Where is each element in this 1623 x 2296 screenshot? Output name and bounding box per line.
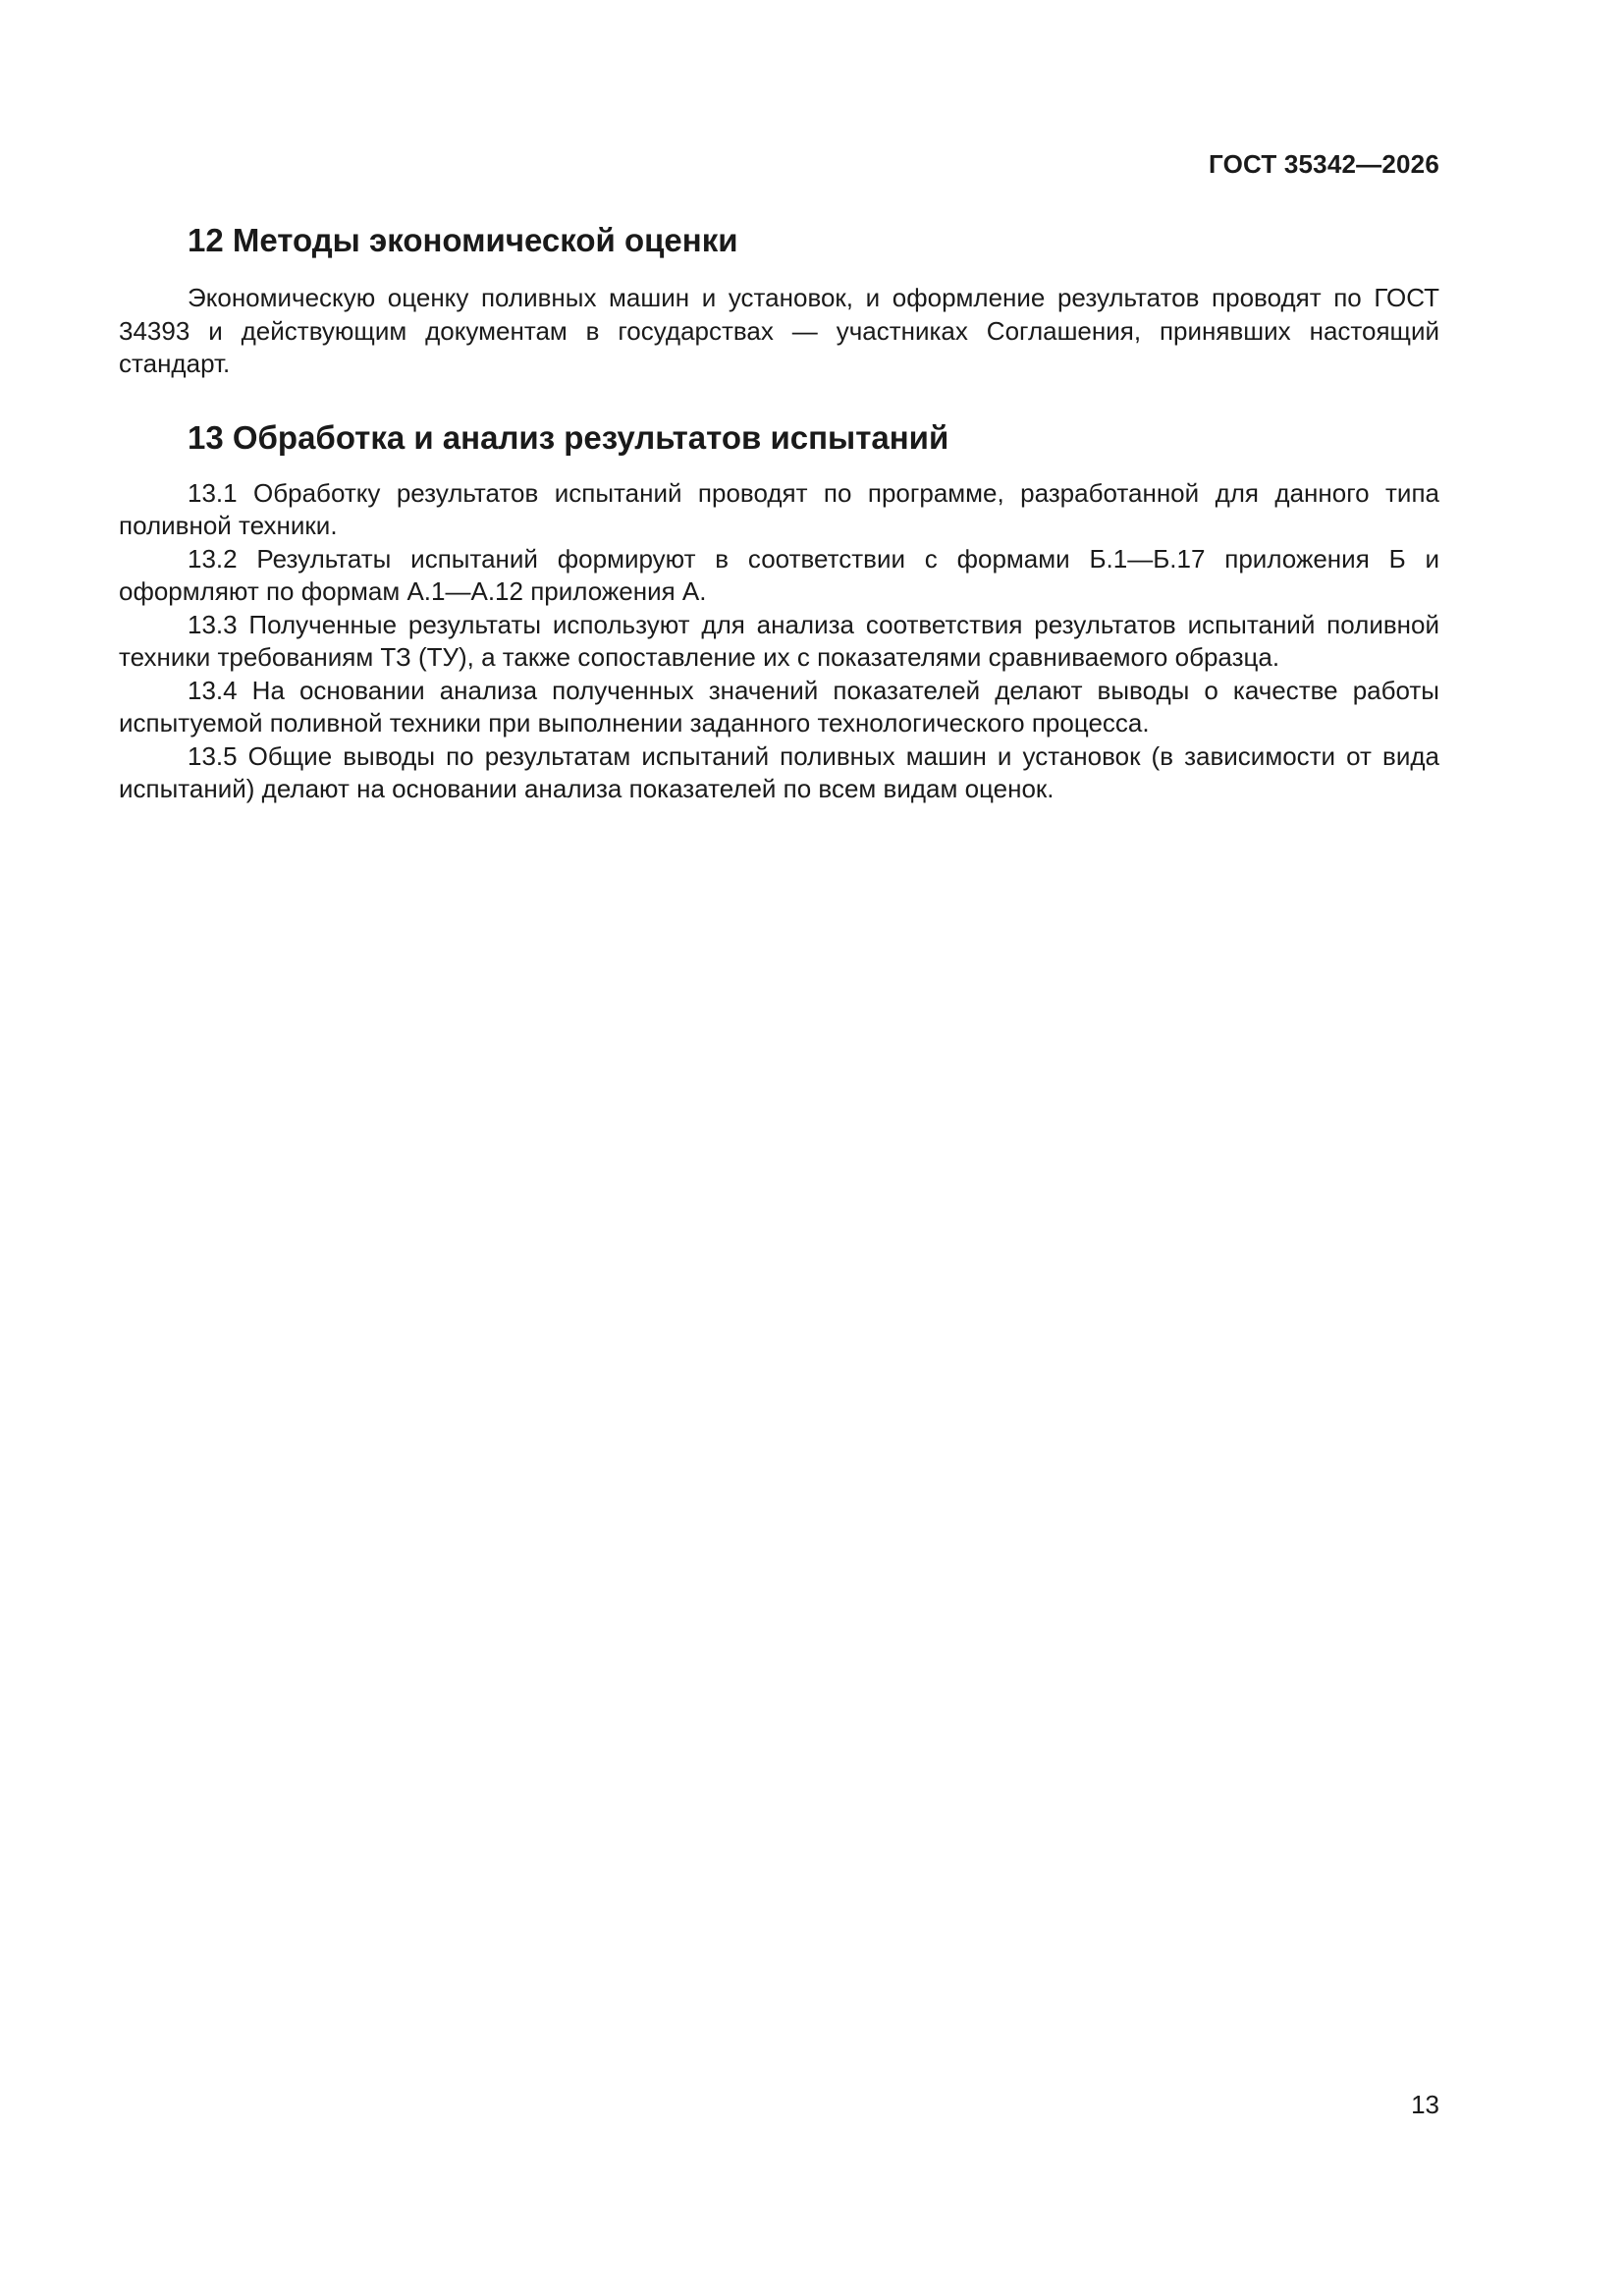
section-heading: 12 Методы экономической оценки xyxy=(188,222,738,258)
paragraph-13-1: 13.1 Обработку результатов испытаний проводят по программе, разработанной для данного типа поливной техники. xyxy=(119,477,1439,540)
section-results-processing xyxy=(119,418,1439,806)
section-economic-evaluation xyxy=(119,221,1439,381)
paragraph-13-5: 13.5 Общие выводы по результатам испытаний поливных машин и установок (в зависимости от вида испытаний) делают на основании анализа показателей по всем видам оценок. xyxy=(119,740,1439,803)
section-heading: 13 Обработка и анализ результатов испытаний xyxy=(188,418,949,456)
document-code: ГОСТ 35342—2026 xyxy=(1209,149,1439,179)
paragraph-13-2: 13.2 Результаты испытаний формируют в соответствии с формами Б.1—Б.17 приложения Б и оформляют по формам А.1—А.12 приложения А. xyxy=(119,543,1439,606)
paragraph-13-4: 13.4 На основании анализа полученных значений показателей делают выводы о качестве работы испытуемой поливной техники при выполнении заданного технологического процесса. xyxy=(119,675,1439,738)
paragraph: Экономическую оценку поливных машин и установок, и оформление результатов проводят по ГОСТ 34393 и действующим документам в государствах — участниках Соглашения, принявших настоящий стандарт. xyxy=(119,283,1439,378)
paragraph-13-3: 13.3 Полученные результаты используют для анализа соответствия результатов испытаний поливной техники требованиям ТЗ (ТУ), а также сопоставление их с показателями сравниваемого образца. xyxy=(119,609,1439,672)
page-number: 13 xyxy=(1411,2090,1439,2119)
page-content xyxy=(119,221,1439,806)
